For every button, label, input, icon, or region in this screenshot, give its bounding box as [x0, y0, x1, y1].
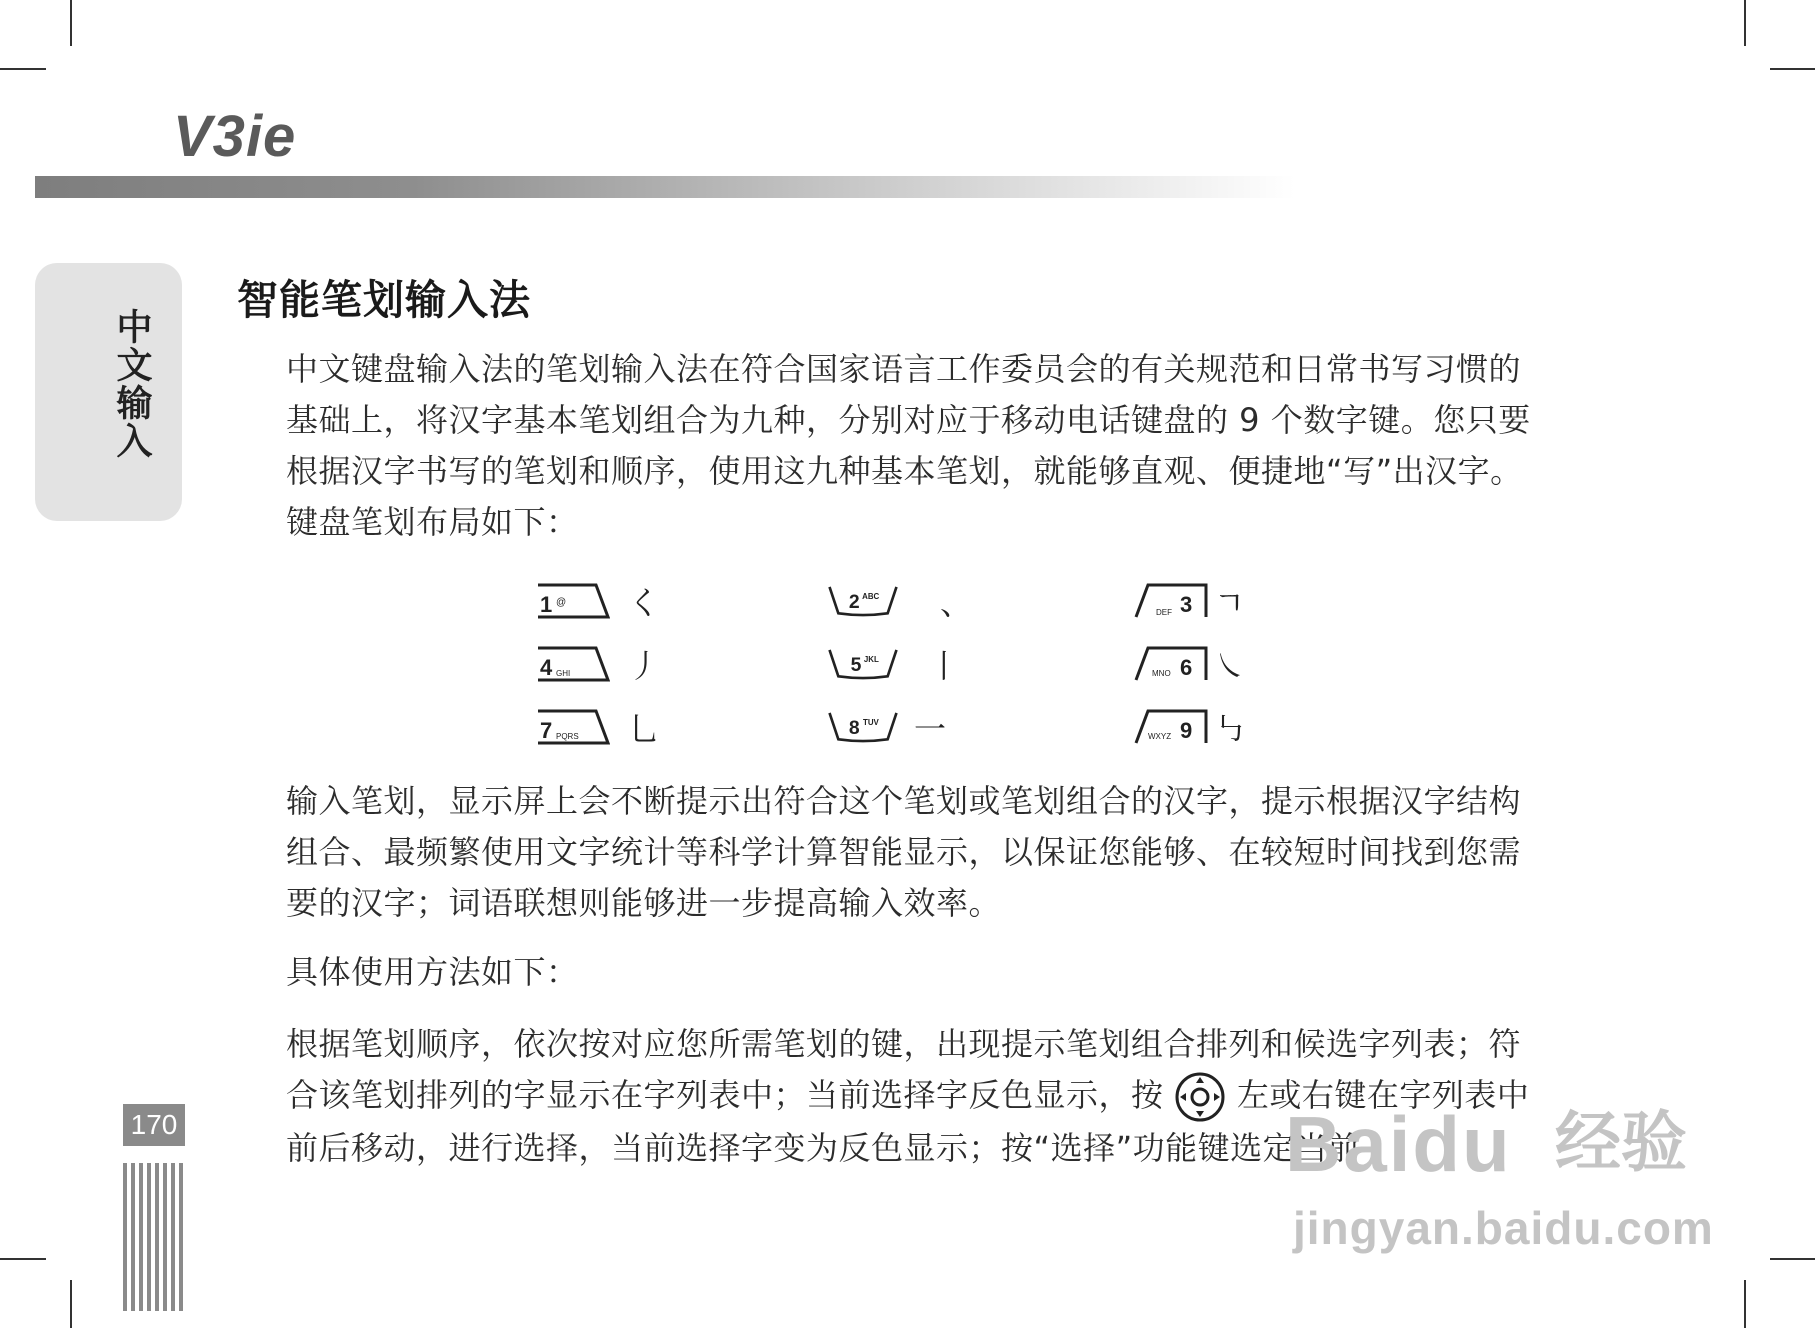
key-6-letters: MNO: [1152, 669, 1171, 678]
key-4-cell: [536, 639, 660, 689]
key-6-cell: [1134, 639, 1246, 689]
key-3-stroke: ㄱ: [1214, 584, 1245, 622]
crop-mark: [1744, 1280, 1746, 1328]
header-gradient-bar: [35, 176, 1295, 198]
phone-key-3-icon: [1134, 581, 1208, 621]
key-6-digit: 6: [1180, 655, 1193, 680]
page-stripes: [123, 1163, 185, 1311]
watermark: [1285, 1100, 1714, 1255]
key-9-stroke: ㇉: [1214, 710, 1247, 748]
crop-mark: [70, 1280, 72, 1328]
key-7-stroke: 乚: [628, 710, 661, 748]
key-1-cell: [536, 576, 660, 626]
key-6-stroke: ㇏: [1214, 647, 1247, 685]
key-7-letters: PQRS: [556, 732, 579, 741]
key-3-digit: 3: [1180, 592, 1193, 617]
prompt-paragraph: 输入笔划，显示屏上会不断提示出符合这个笔划或笔划组合的汉字，提示根据汉字结构组合、最频繁使用文字统计等科学计算智能显示，以保证您能够、在较短时间找到您需要的汉字；词语联想则能够进一步提高输入效率。: [286, 782, 1522, 922]
key-5-stroke: 丨: [928, 647, 961, 685]
watermark-label: 经验: [1555, 1105, 1687, 1179]
watermark-url: jingyan.baidu.com: [1293, 1202, 1714, 1254]
key-8-cell: [826, 702, 946, 752]
nav-key-icon: [1174, 1071, 1226, 1123]
key-7-cell: [536, 702, 660, 752]
side-tab-label: 中文输入: [111, 308, 152, 460]
key-9-cell: [1134, 702, 1246, 752]
phone-key-8-icon: [826, 707, 900, 747]
crop-mark: [0, 68, 46, 70]
key-5-cell: [826, 639, 960, 689]
usage-heading: 具体使用方法如下：: [286, 953, 579, 991]
usage-text-part2: 左或右键在字列表中前后移动，进行选择，当前选择字变为反色显示；按“选择”功能键选定当前: [286, 1076, 1530, 1167]
key-4-stroke: 丿: [628, 647, 661, 685]
phone-key-7-icon: [536, 707, 610, 747]
phone-key-5-icon: [826, 644, 900, 684]
key-5-digit: 5: [850, 654, 862, 677]
key-2-cell: [826, 576, 972, 626]
brand-logo: V3ie: [173, 104, 297, 169]
key-5-letters: JKL: [863, 655, 879, 665]
phone-key-6-icon: [1134, 644, 1208, 684]
phone-key-2-icon: [826, 581, 900, 621]
key-4-digit: 4: [540, 655, 553, 680]
intro-paragraph: 中文键盘输入法的笔划输入法在符合国家语言工作委员会的有关规范和日常书写习惯的基础上，将汉字基本笔划组合为九种，分别对应于移动电话键盘的 9 个数字键。您只要根据汉字书写的笔划和顺序，使用这九种基本笔划，就能够直观、便捷地“写”出汉字。键盘笔划布局如下：: [286, 350, 1531, 541]
stroke-key-grid: [536, 576, 1276, 756]
key-9-digit: 9: [1180, 718, 1193, 743]
crop-mark: [70, 0, 72, 46]
key-8-digit: 8: [848, 717, 860, 740]
key-1-stroke: く: [628, 584, 661, 622]
key-3-letters: DEF: [1156, 608, 1172, 617]
usage-text-part1: 根据笔划顺序，依次按对应您所需笔划的键，出现提示笔划组合排列和候选字列表；符合该笔划排列的字显示在字列表中；当前选择字反色显示，按: [286, 1025, 1522, 1114]
key-2-digit: 2: [848, 591, 860, 614]
key-8-letters: TUV: [863, 718, 879, 728]
watermark-brand: Baidu: [1285, 1100, 1512, 1188]
phone-key-4-icon: [536, 644, 610, 684]
key-3-cell: [1134, 576, 1245, 626]
key-4-letters: GHI: [556, 669, 571, 678]
key-7-digit: 7: [540, 718, 553, 743]
section-title: 智能笔划输入法: [237, 276, 531, 324]
key-1-letters: @: [556, 597, 567, 608]
key-8-stroke: 一: [914, 710, 947, 748]
key-2-stroke: 、: [940, 584, 973, 622]
key-9-letters: WXYZ: [1148, 732, 1172, 741]
phone-key-9-icon: [1134, 707, 1208, 747]
crop-mark: [0, 1258, 46, 1260]
crop-mark: [1770, 68, 1815, 70]
key-2-letters: ABC: [862, 592, 880, 602]
crop-mark: [1770, 1258, 1815, 1260]
phone-key-1-icon: [536, 581, 610, 621]
page-number: 170: [123, 1104, 185, 1146]
crop-mark: [1744, 0, 1746, 46]
key-1-digit: 1: [540, 592, 553, 617]
